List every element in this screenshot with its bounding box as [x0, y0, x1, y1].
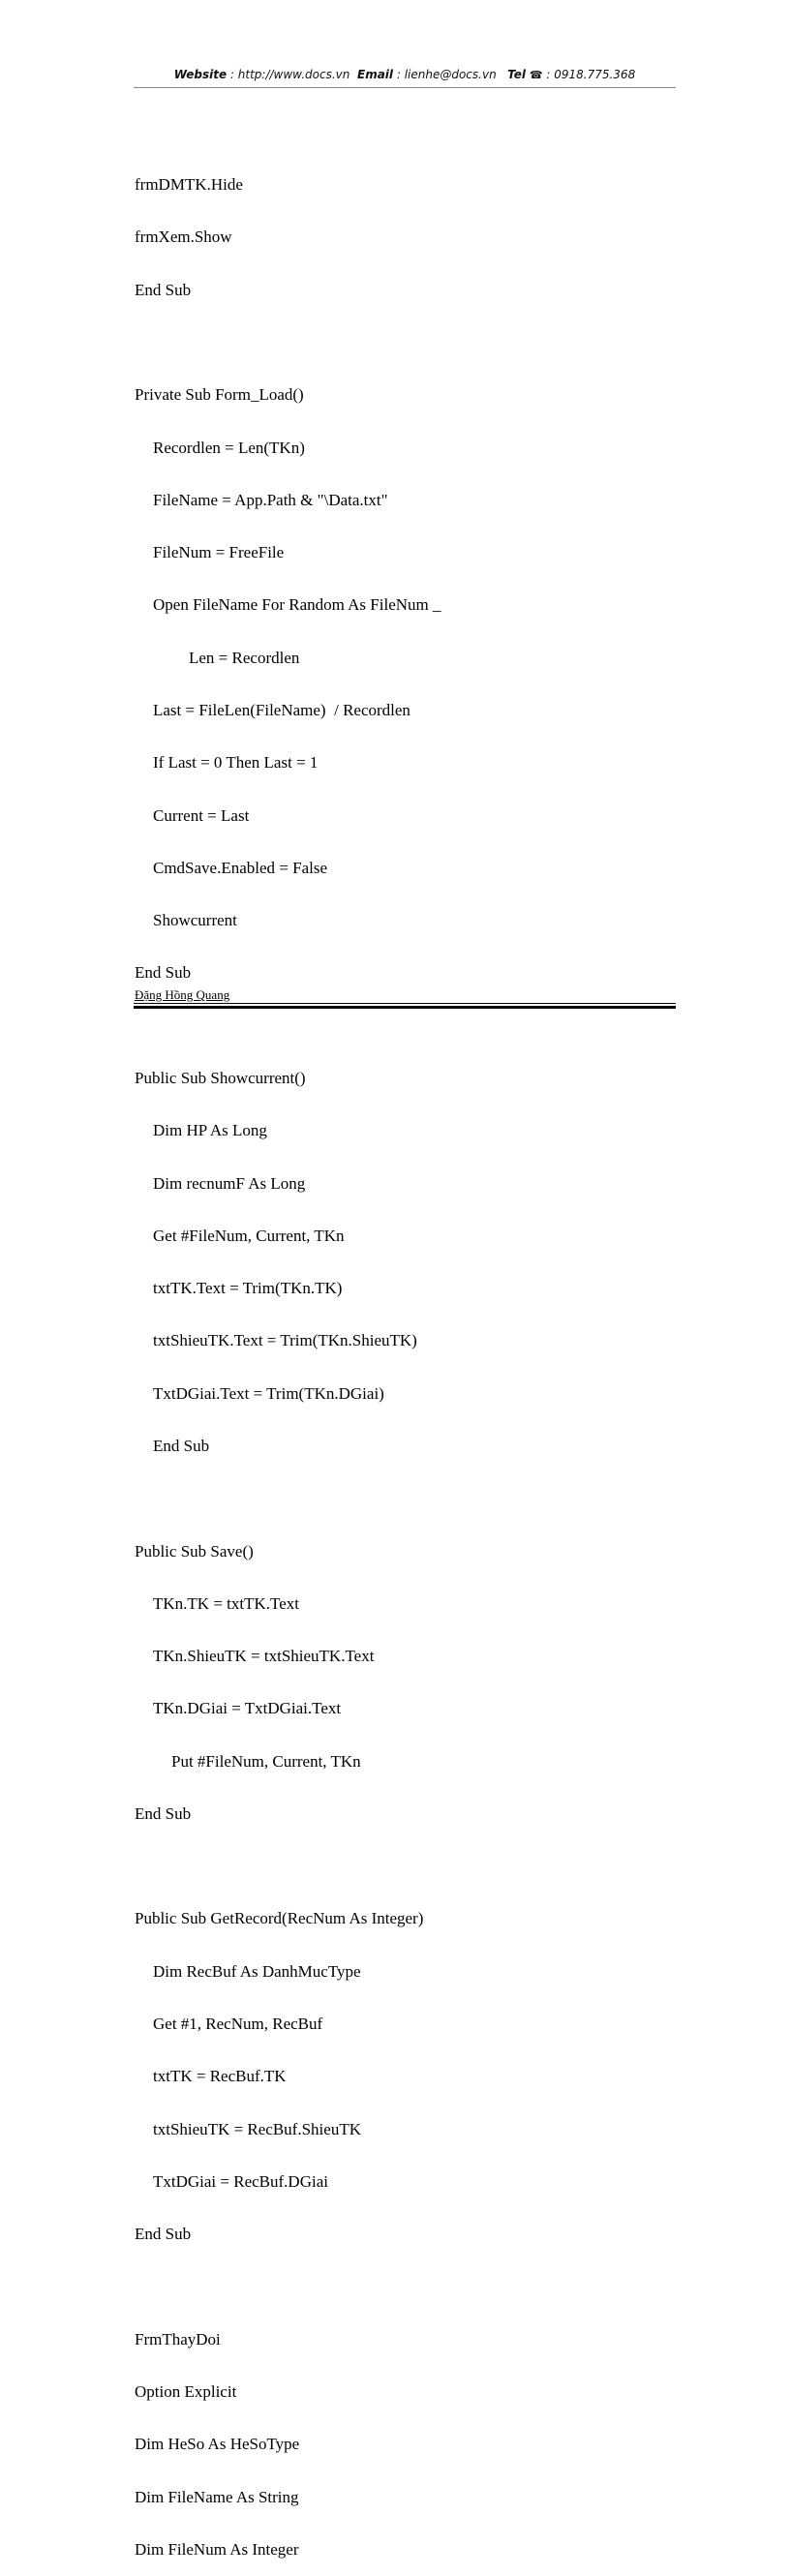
code-line: Dim FileNum As Integer — [135, 2539, 299, 2559]
code-line: Put #FileNum, Current, TKn — [171, 1751, 361, 1771]
website-label: Website — [173, 68, 228, 81]
tel-label: Tel — [507, 68, 527, 81]
email-address[interactable]: lienhe@docs.vn — [404, 68, 497, 81]
code-line-blank — [135, 334, 677, 351]
email-separator: : — [393, 68, 405, 81]
code-line: Get #FileNum, Current, TKn — [153, 1226, 345, 1245]
code-line: End Sub — [135, 1803, 192, 1823]
code-line: FileNum = FreeFile — [153, 543, 285, 562]
code-line: TxtDGiai = RecBuf.DGiai — [153, 2171, 328, 2191]
code-line: Get #1, RecNum, RecBuf — [153, 2015, 323, 2034]
code-line: txtTK = RecBuf.TK — [153, 2067, 287, 2086]
code-line: TKn.ShieuTK = txtShieuTK.Text — [153, 1647, 375, 1666]
header-divider — [134, 87, 676, 88]
code-line: Dim RecBuf As DanhMucType — [153, 1961, 361, 1981]
code-line: End Sub — [135, 280, 192, 299]
code-line: FileName = App.Path & "\Data.txt" — [153, 490, 388, 509]
code-line: FrmThayDoi — [135, 2329, 221, 2349]
footer-author: Đặng Hồng Quang — [135, 987, 230, 1002]
email-label: Email — [357, 68, 394, 81]
code-line: TKn.TK = txtTK.Text — [153, 1593, 299, 1613]
tel-number: 0918.775.368 — [554, 68, 636, 81]
code-line: Dim HeSo As HeSoType — [135, 2435, 300, 2454]
code-line: TKn.DGiai = TxtDGiai.Text — [153, 1699, 342, 1718]
code-line: txtTK.Text = Trim(TKn.TK) — [153, 1279, 343, 1298]
code-line: Len = Recordlen — [189, 648, 300, 667]
code-line: Current = Last — [153, 805, 250, 825]
page-header — [134, 68, 676, 81]
code-line: Showcurrent — [153, 911, 237, 930]
code-line: End Sub — [135, 963, 192, 983]
phone-icon: ☎ — [529, 69, 543, 81]
code-line: Dim recnumF As Long — [153, 1173, 306, 1193]
code-line: TxtDGiai.Text = Trim(TKn.DGiai) — [153, 1383, 384, 1403]
code-line: If Last = 0 Then Last = 1 — [153, 753, 319, 773]
code-line-blank — [135, 1490, 677, 1507]
code-line: Open FileName For Random As FileNum _ — [153, 595, 441, 615]
code-line: Private Sub Form_Load() — [135, 385, 304, 405]
code-line: End Sub — [153, 1436, 210, 1455]
footer-divider-thin — [134, 1003, 676, 1004]
code-line: Dim FileName As String — [135, 2487, 299, 2506]
code-line: Public Sub Save() — [135, 1541, 254, 1561]
code-line: txtShieuTK = RecBuf.ShieuTK — [153, 2119, 361, 2138]
code-line: Recordlen = Len(TKn) — [153, 438, 305, 457]
code-line-blank — [135, 1858, 677, 1875]
code-listing — [135, 141, 677, 2576]
code-line: Public Sub Showcurrent() — [135, 1068, 306, 1087]
tel-separator: : — [542, 68, 555, 81]
website-url[interactable]: http://www.docs.vn — [237, 68, 350, 81]
code-line: Option Explicit — [135, 2382, 237, 2401]
code-line-blank — [135, 2278, 677, 2295]
code-line: Dim HP As Long — [153, 1121, 267, 1140]
code-line: frmDMTK.Hide — [135, 175, 243, 195]
code-line-blank — [135, 1017, 677, 1035]
footer-divider-thick — [134, 1006, 676, 1009]
code-line: Public Sub GetRecord(RecNum As Integer) — [135, 1909, 424, 1928]
website-separator: : — [227, 68, 238, 81]
code-line: Last = FileLen(FileName) / Recordlen — [153, 701, 410, 719]
code-line: frmXem.Show — [135, 227, 232, 247]
code-line: CmdSave.Enabled = False — [153, 858, 328, 877]
code-line: txtShieuTK.Text = Trim(TKn.ShieuTK) — [153, 1331, 417, 1350]
code-line: End Sub — [135, 2225, 192, 2244]
